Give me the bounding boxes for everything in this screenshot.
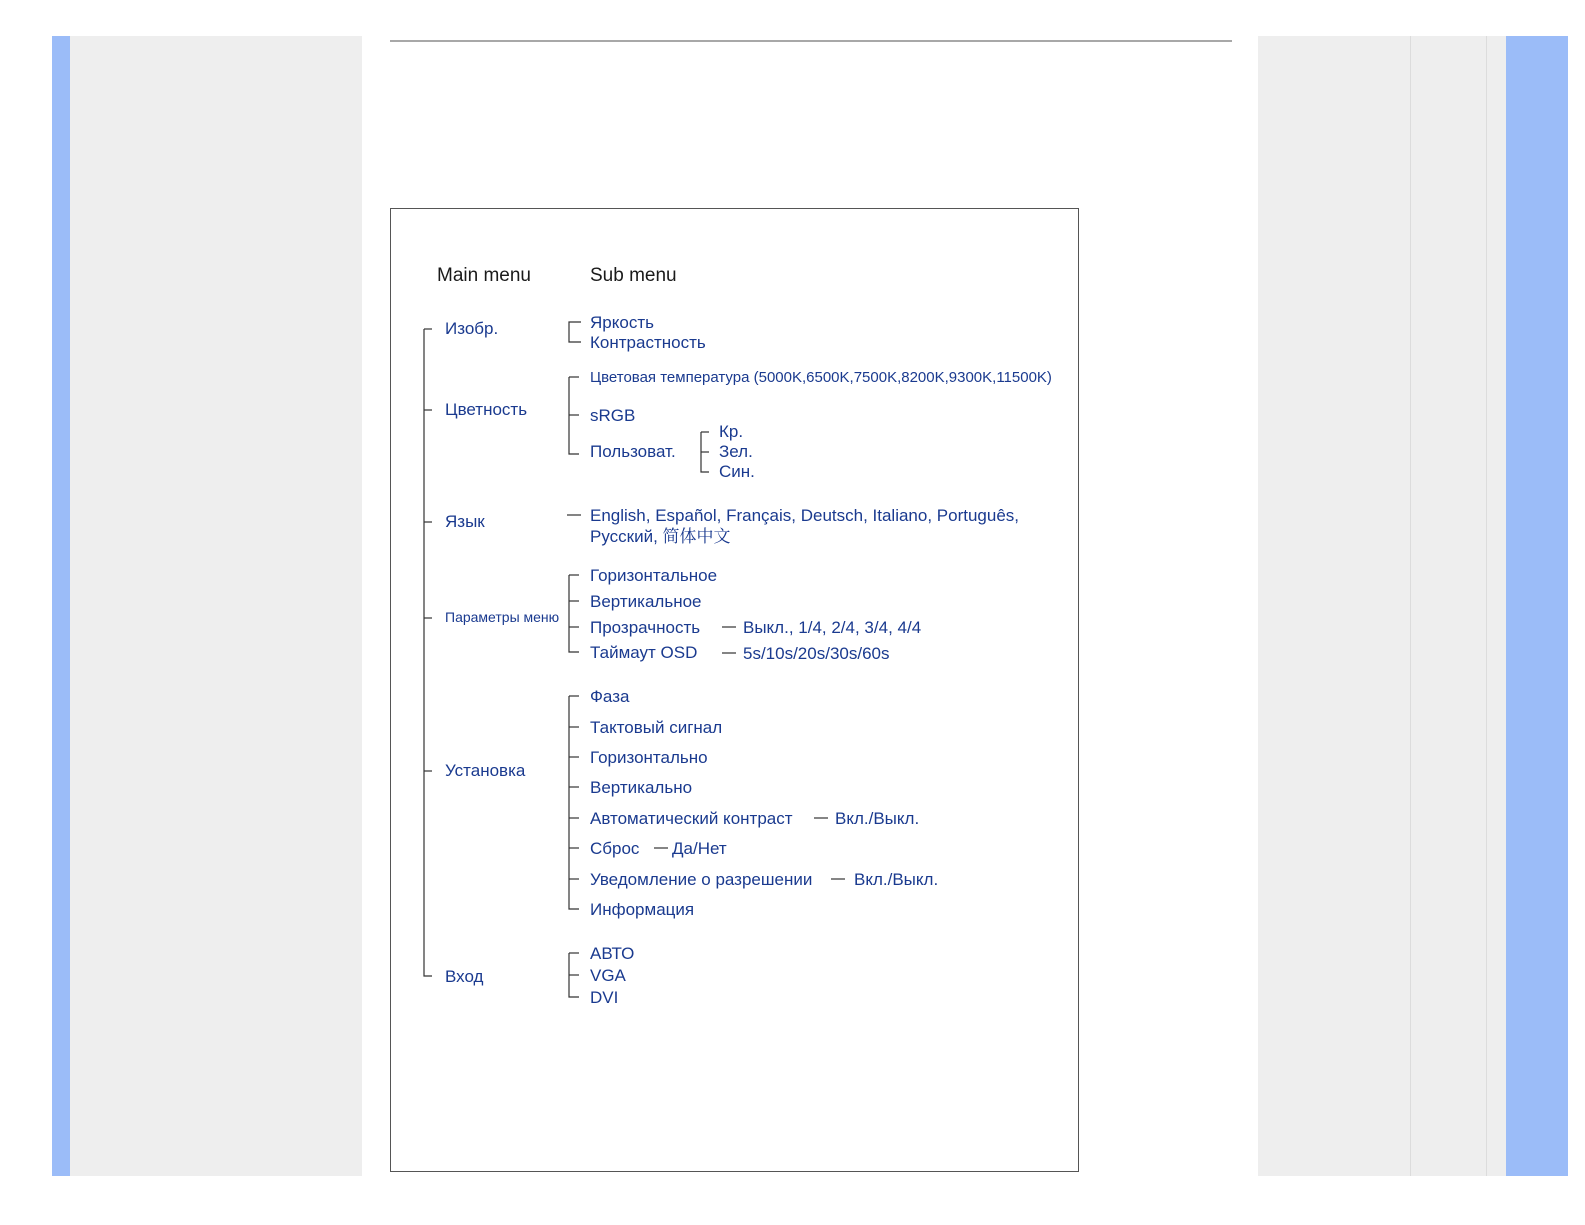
submenu-transparency: Прозрачность [590,618,701,637]
header-sub-menu: Sub menu [590,265,677,286]
tree-connectors [391,209,1080,1173]
submenu-color-temperature: Цветовая температура (5000K,6500K,7500K,8200K,9300K,11500K) [590,369,1052,386]
reset-values: Да/Нет [672,839,727,858]
resolution-notice-values: Вкл./Выкл. [854,870,939,889]
image-bracket [569,322,581,342]
submenu-phase: Фаза [590,687,630,706]
menu-setup: Установка [445,761,526,780]
submenu-language-list-line2: Русский, 简体中文 [590,527,731,546]
transparency-values: Выкл., 1/4, 2/4, 3/4, 4/4 [743,618,922,637]
submenu-osd-timeout: Таймаут OSD [590,643,698,662]
main-trunk [424,329,432,976]
submenu-information: Информация [590,900,695,919]
submenu-user-green: Зел. [719,442,753,461]
submenu-input-dvi: DVI [590,988,619,1007]
submenu-h-position: Горизонтально [590,748,708,767]
submenu-user-red: Кр. [719,422,744,441]
header-main-menu: Main menu [437,265,531,286]
left-blue-band [52,36,70,1176]
menu-osd-settings: Параметры меню [445,609,560,625]
right-gray-panel [1258,36,1506,1176]
timeout-values: 5s/10s/20s/30s/60s [743,644,890,663]
menu-color: Цветность [445,400,528,419]
menu-image: Изобр. [445,319,499,338]
submenu-clock: Тактовый сигнал [590,718,723,737]
submenu-v-position: Вертикально [590,778,693,797]
divider [1410,36,1411,1176]
menu-input: Вход [445,967,484,986]
submenu-language-list-line1: English, Español, Français, Deutsch, Italiano, Português, [590,506,1020,525]
submenu-reset: Сброс [590,839,640,858]
submenu-user: Пользоват. [590,442,676,461]
auto-contrast-values: Вкл./Выкл. [835,809,920,828]
submenu-brightness: Яркость [590,313,654,332]
right-blue-band [1506,36,1568,1176]
setup-trunk [569,696,579,909]
osd-trunk [569,575,579,652]
submenu-osd-vertical: Вертикальное [590,592,702,611]
submenu-input-vga: VGA [590,966,626,985]
menu-language: Язык [445,512,485,531]
submenu-resolution-notice: Уведомление о разрешении [590,870,813,889]
submenu-srgb: sRGB [590,406,636,425]
submenu-contrast: Контрастность [590,333,706,352]
horizontal-rule [390,40,1232,42]
submenu-auto-contrast: Автоматический контраст [590,809,793,828]
submenu-input-auto: АВТО [590,944,635,963]
osd-menu-diagram [390,208,1079,1172]
submenu-osd-horizontal: Горизонтальное [590,566,718,585]
submenu-user-blue: Син. [719,462,755,481]
left-gray-panel [70,36,362,1176]
divider [1486,36,1487,1176]
